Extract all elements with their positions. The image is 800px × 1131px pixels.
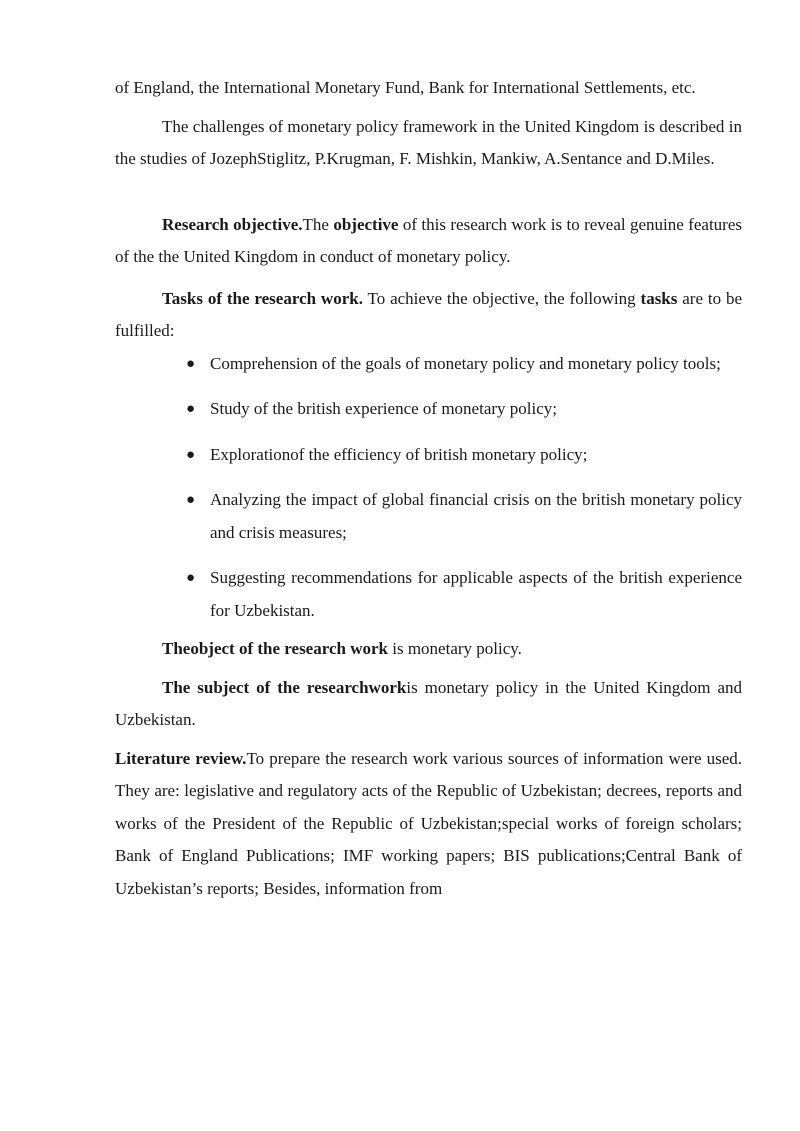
tasks-paragraph [115, 283, 742, 348]
bullet-icon: ● [186, 401, 196, 417]
challenges-paragraph: The challenges of monetary policy framework in the United Kingdom is described in the studies of JozephStiglitz, P.Krugman, F. Mishkin, Mankiw, A.Sentance and D.Miles. [115, 116, 742, 168]
bullet-icon: ● [186, 446, 196, 463]
bullet-icon: ● [186, 355, 196, 372]
list-item [186, 484, 742, 549]
task-text: Explorationof the efficiency of british monetary policy; [210, 444, 588, 464]
tasks-pre: To achieve the objective, the following [362, 288, 641, 308]
list-item [186, 439, 742, 472]
list-item [186, 348, 742, 381]
object-heading: Theobject of the research work [162, 639, 388, 658]
tasks-bold-word: tasks [640, 288, 678, 308]
list-item [186, 393, 742, 426]
tasks-post: are to be fulfilled: [115, 288, 743, 340]
task-text: Suggesting recommendations for applicable aspects of the british experience for Uzbekistan. [210, 568, 742, 620]
task-text: Analyzing the impact of global financial crisis on the british monetary policy and crisis measures; [210, 490, 742, 542]
object-paragraph [115, 633, 742, 666]
literature-review-text: To prepare the research work various sources of information were used. They are: legislative and regulatory acts of the Republic of Uzbekistan; decrees, reports and works of the President of the Republic of Uzbekistan;special works of foreign scholars; Bank of England Publications; IMF working papers; BIS publications;Central Bank of Uzbekistan’s reports; Besides, information from [115, 748, 743, 898]
intro-continuation: of England, the International Monetary Fund, Bank for International Settlements, etc. [115, 78, 696, 97]
research-objective-paragraph [115, 209, 742, 274]
bullet-icon: ● [186, 492, 196, 508]
research-objective-heading: Research objective. [162, 214, 303, 234]
bullet-icon: ● [186, 570, 196, 586]
document-page [115, 72, 742, 905]
subject-paragraph [115, 672, 742, 737]
subject-heading: The subject of the researchwork [162, 677, 407, 697]
object-text: is monetary policy. [388, 639, 522, 658]
literature-review-heading: Literature review. [115, 748, 247, 768]
objective-pre: The [302, 214, 334, 234]
task-text: Comprehension of the goals of monetary policy and monetary policy tools; [210, 353, 721, 373]
list-item [186, 562, 742, 627]
task-text: Study of the british experience of monetary policy; [210, 399, 557, 418]
objective-bold-word: objective [333, 214, 399, 234]
tasks-list [115, 348, 742, 628]
literature-review-paragraph [115, 743, 742, 906]
objective-text: of this research work is to reveal genuine features of the the United Kingdom in conduct of monetary policy. [115, 214, 743, 266]
tasks-heading: Tasks of the research work. [162, 288, 363, 308]
subject-text: is monetary policy in the United Kingdom and Uzbekistan. [115, 677, 743, 729]
